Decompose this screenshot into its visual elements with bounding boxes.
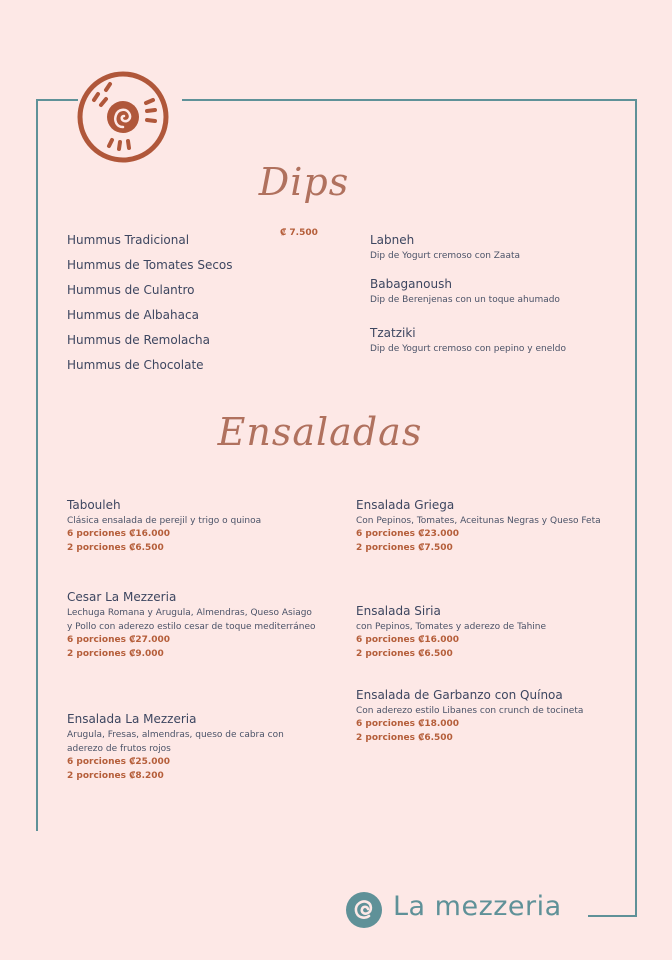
brand-name: La mezzeria xyxy=(393,891,562,922)
dip-description: Dip de Yogurt cremoso con Zaata xyxy=(370,251,521,261)
spiral-sun-emblem-icon xyxy=(76,70,170,164)
salad-price-2: 2 porciones ₡6.500 xyxy=(356,648,453,659)
salad-item xyxy=(356,604,612,661)
hummus-list xyxy=(67,233,233,383)
dip-description: Dip de Berenjenas con un toque ahumado xyxy=(370,295,560,305)
salad-price-6: 6 porciones ₡16.000 xyxy=(67,529,171,539)
frame-line-right xyxy=(635,99,637,917)
salad-name: Ensalada Siria xyxy=(356,604,441,618)
hummus-item: Hummus de Culantro xyxy=(67,283,195,297)
salad-item xyxy=(67,712,317,783)
hummus-item: Hummus Tradicional xyxy=(67,233,190,247)
dip-item xyxy=(370,326,620,356)
salad-name: Ensalada Griega xyxy=(356,498,455,512)
salad-name: Tabouleh xyxy=(67,498,121,512)
hummus-item: Hummus de Albahaca xyxy=(67,308,199,322)
dip-item xyxy=(370,233,620,263)
dip-item xyxy=(370,277,620,307)
salad-price-2: 2 porciones ₡9.000 xyxy=(67,648,164,659)
salad-description: con Pepinos, Tomates y aderezo de Tahine xyxy=(356,622,547,632)
salad-price-6: 6 porciones ₡23.000 xyxy=(356,529,460,539)
frame-line-left xyxy=(36,99,38,831)
hummus-item: Hummus de Tomates Secos xyxy=(67,258,233,272)
salad-name: Cesar La Mezzeria xyxy=(67,590,177,604)
brand-logo-icon xyxy=(345,891,383,929)
hummus-item: Hummus de Chocolate xyxy=(67,358,204,372)
salad-name: Ensalada de Garbanzo con Quínoa xyxy=(356,688,563,702)
salad-price-6: 6 porciones ₡18.000 xyxy=(356,719,460,729)
brand-logo xyxy=(345,889,585,933)
ensaladas-section-title: Ensaladas xyxy=(217,410,423,454)
salad-price-6: 6 porciones ₡27.000 xyxy=(67,635,171,645)
salad-price-2: 2 porciones ₡8.200 xyxy=(67,770,164,781)
salad-price-6: 6 porciones ₡25.000 xyxy=(67,757,171,767)
salad-description: Arugula, Fresas, almendras, queso de cabra con aderezo de frutos rojos xyxy=(67,730,284,754)
salad-description: Clásica ensalada de perejil y trigo o quinoa xyxy=(67,516,262,526)
salad-item xyxy=(356,688,612,745)
dips-section-title: Dips xyxy=(258,160,350,204)
salad-price-6: 6 porciones ₡16.000 xyxy=(356,635,460,645)
frame-line-top-left xyxy=(36,99,78,101)
salad-item xyxy=(67,590,317,661)
salad-name: Ensalada La Mezzeria xyxy=(67,712,197,726)
salad-item xyxy=(356,498,612,555)
dip-name: Tzatziki xyxy=(370,326,416,340)
salad-description: Lechuga Romana y Arugula, Almendras, Queso Asiago y Pollo con aderezo estilo cesar de toque mediterráneo xyxy=(67,608,316,632)
dip-name: Labneh xyxy=(370,233,415,247)
salad-item xyxy=(67,498,317,555)
frame-line-bottom xyxy=(588,915,637,917)
salad-price-2: 2 porciones ₡6.500 xyxy=(356,732,453,743)
dip-description: Dip de Yogurt cremoso con pepino y eneldo xyxy=(370,344,566,354)
dip-name: Babaganoush xyxy=(370,277,452,291)
salad-price-2: 2 porciones ₡6.500 xyxy=(67,542,164,553)
hummus-item: Hummus de Remolacha xyxy=(67,333,210,347)
salad-price-2: 2 porciones ₡7.500 xyxy=(356,542,453,553)
frame-line-top-right xyxy=(182,99,637,101)
salad-description: Con aderezo estilo Libanes con crunch de tocineta xyxy=(356,706,584,716)
salad-description: Con Pepinos, Tomates, Aceitunas Negras y Queso Feta xyxy=(356,516,601,526)
dips-price: ₡ 7.500 xyxy=(280,228,318,238)
